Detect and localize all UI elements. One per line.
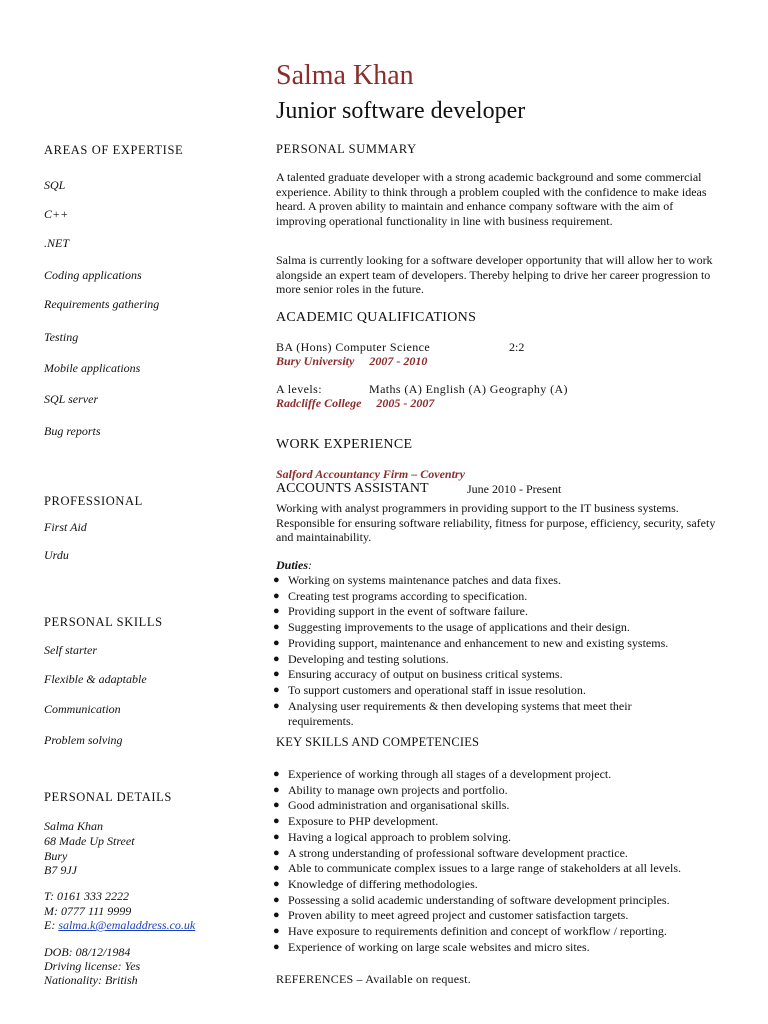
personal-skills-heading: PERSONAL SKILLS <box>44 615 163 629</box>
summary-paragraph: Salma is currently looking for a software developer opportunity that will allow her to work alongside an expert team of developers. Thereby helping to drive her career progression to more senior roles in the future. <box>276 253 713 297</box>
bullet-icon: ● <box>273 605 280 618</box>
email-label: E: <box>44 918 56 932</box>
bullet-icon: ● <box>273 668 280 681</box>
expertise-item: Coding applications <box>44 268 142 282</box>
bullet-icon: ● <box>273 699 280 712</box>
skill-text: Experience of working through all stages of a development project. <box>288 767 612 781</box>
job-description: Working with analyst programmers in providing support to the IT business systems. Responsible for ensuring software reliability, fitness for purpose, efficiency, security, safety and maintainability. <box>276 501 716 545</box>
skill-text: Good administration and organisational skills. <box>288 798 510 813</box>
list-item <box>272 699 688 730</box>
expertise-item: Mobile applications <box>44 361 141 375</box>
duties-label: Duties <box>276 558 309 572</box>
alevels-institution: Radcliffe College 2005 - 2007 <box>276 396 435 410</box>
duty-text: Providing support, maintenance and enhancement to new and existing systems. <box>288 635 669 650</box>
expertise-heading: AREAS OF EXPERTISE <box>44 143 184 157</box>
list-item <box>272 814 732 830</box>
bullet-icon: ● <box>273 925 280 938</box>
bullet-icon: ● <box>273 636 280 649</box>
skill-text: Experience of working on large scale websites and micro sites. <box>288 939 590 954</box>
bullet-icon: ● <box>273 652 280 665</box>
bullet-icon: ● <box>273 940 280 953</box>
bullet-icon: ● <box>273 589 280 602</box>
skill-item: Self starter <box>44 643 97 657</box>
degree-institution: Bury University 2007 - 2010 <box>276 354 428 368</box>
skill-item: Problem solving <box>44 733 123 747</box>
bullet-icon: ● <box>273 621 280 634</box>
duty-text: Creating test programs according to specification. <box>288 588 528 603</box>
academic-heading: ACADEMIC QUALIFICATIONS <box>276 310 477 325</box>
skill-text: Have exposure to requirements definition and concept of workflow / reporting. <box>288 924 667 939</box>
alevels-label: A levels: <box>276 382 322 396</box>
list-item <box>272 604 732 620</box>
summary-paragraph: A talented graduate developer with a strong academic background and some commercial experience. Ability to think through a problem coupled with the confidence to make ideas heard. A proven ability to maintain and enhance company software with the aim of improving operational functionality in line with business requirement. <box>276 170 707 228</box>
professional-heading: PROFESSIONAL <box>44 494 143 508</box>
bullet-icon: ● <box>273 862 280 875</box>
list-item <box>272 652 732 668</box>
candidate-name: Salma Khan <box>276 60 414 91</box>
skill-text: Ability to manage own projects and portfolio. <box>288 782 508 797</box>
address-line: 68 Made Up Street <box>44 834 135 848</box>
duties-label-row <box>276 558 312 573</box>
skill-item: Communication <box>44 702 121 716</box>
telephone: T: 0161 333 2222 <box>44 889 130 903</box>
list-item <box>272 683 732 699</box>
email-row <box>44 918 195 933</box>
list-item <box>272 924 732 940</box>
skill-text: Possessing a solid academic understanding of software development principles. <box>288 892 670 907</box>
bullet-icon: ● <box>273 846 280 859</box>
bullet-icon: ● <box>273 815 280 828</box>
date-of-birth: DOB: 08/12/1984 <box>44 945 131 959</box>
expertise-item: .NET <box>44 236 70 250</box>
duty-text: Suggesting improvements to the usage of applications and their design. <box>288 620 630 635</box>
list-item <box>272 830 732 846</box>
duty-text: Analysing user requirements & then developing systems that meet their requirements. <box>288 698 632 729</box>
list-item <box>272 877 732 893</box>
list-item <box>272 620 732 636</box>
expertise-item: SQL server <box>44 392 99 406</box>
mobile: M: 0777 111 9999 <box>44 904 132 918</box>
list-item <box>272 767 732 783</box>
duties-colon: : <box>308 558 313 572</box>
list-item <box>272 667 732 683</box>
key-skills-list <box>272 767 732 955</box>
bullet-icon: ● <box>273 909 280 922</box>
personal-details-heading: PERSONAL DETAILS <box>44 790 172 804</box>
bullet-icon: ● <box>273 877 280 890</box>
professional-item: First Aid <box>44 520 87 534</box>
employer: Salford Accountancy Firm – Coventry <box>276 467 465 481</box>
duty-text: Providing support in the event of software failure. <box>288 604 528 619</box>
list-item <box>272 908 732 924</box>
bullet-icon: ● <box>273 783 280 796</box>
postcode: B7 9JJ <box>44 863 77 877</box>
expertise-item: Bug reports <box>44 424 101 438</box>
expertise-item: Requirements gathering <box>44 297 160 311</box>
skill-text: Proven ability to meet agreed project and customer satisfaction targets. <box>288 908 629 923</box>
list-item <box>272 940 732 956</box>
skill-text: Exposure to PHP development. <box>288 814 439 829</box>
expertise-item: C++ <box>44 207 69 221</box>
list-item <box>272 861 732 877</box>
skill-text: Having a logical approach to problem solving. <box>288 829 511 844</box>
personal-summary-heading: PERSONAL SUMMARY <box>276 142 417 156</box>
alevels-subjects: Maths (A) English (A) Geography (A) <box>369 382 568 396</box>
duties-list <box>272 573 732 730</box>
skill-text: A strong understanding of professional software development practice. <box>288 845 628 860</box>
bullet-icon: ● <box>273 830 280 843</box>
list-item <box>272 783 732 799</box>
list-item <box>272 846 732 862</box>
references: REFERENCES – Available on request. <box>276 972 471 986</box>
key-skills-heading: KEY SKILLS AND COMPETENCIES <box>276 735 480 749</box>
list-item <box>272 573 732 589</box>
bullet-icon: ● <box>273 799 280 812</box>
skill-item: Flexible & adaptable <box>44 672 147 686</box>
skill-text: Knowledge of differing methodologies. <box>288 876 478 891</box>
job-title-heading: Junior software developer <box>276 98 526 124</box>
duty-text: To support customers and operational staff in issue resolution. <box>288 682 586 697</box>
job-dates: June 2010 - Present <box>467 482 562 496</box>
list-item <box>272 589 732 605</box>
skill-text: Able to communicate complex issues to a large range of stakeholders at all levels. <box>288 861 681 876</box>
email-link[interactable]: salma.k@emaladdress.co.uk <box>58 918 196 932</box>
list-item <box>272 636 732 652</box>
list-item <box>272 798 732 814</box>
job-title: ACCOUNTS ASSISTANT <box>276 481 429 496</box>
professional-item: Urdu <box>44 548 69 562</box>
work-experience-heading: WORK EXPERIENCE <box>276 437 413 452</box>
driving-license: Driving license: Yes <box>44 959 141 973</box>
expertise-item: Testing <box>44 330 79 344</box>
bullet-icon: ● <box>273 893 280 906</box>
duty-text: Developing and testing solutions. <box>288 651 449 666</box>
nationality: Nationality: British <box>44 973 138 987</box>
list-item <box>272 893 732 909</box>
expertise-item: SQL <box>44 178 66 192</box>
bullet-icon: ● <box>273 683 280 696</box>
bullet-icon: ● <box>273 768 280 780</box>
duty-text: Working on systems maintenance patches and data fixes. <box>288 573 561 587</box>
bullet-icon: ● <box>273 574 280 586</box>
details-name: Salma Khan <box>44 819 104 833</box>
degree: BA (Hons) Computer Science <box>276 340 431 354</box>
duty-text: Ensuring accuracy of output on business critical systems. <box>288 667 563 682</box>
degree-grade: 2:2 <box>509 340 525 354</box>
address-line: Bury <box>44 849 68 863</box>
